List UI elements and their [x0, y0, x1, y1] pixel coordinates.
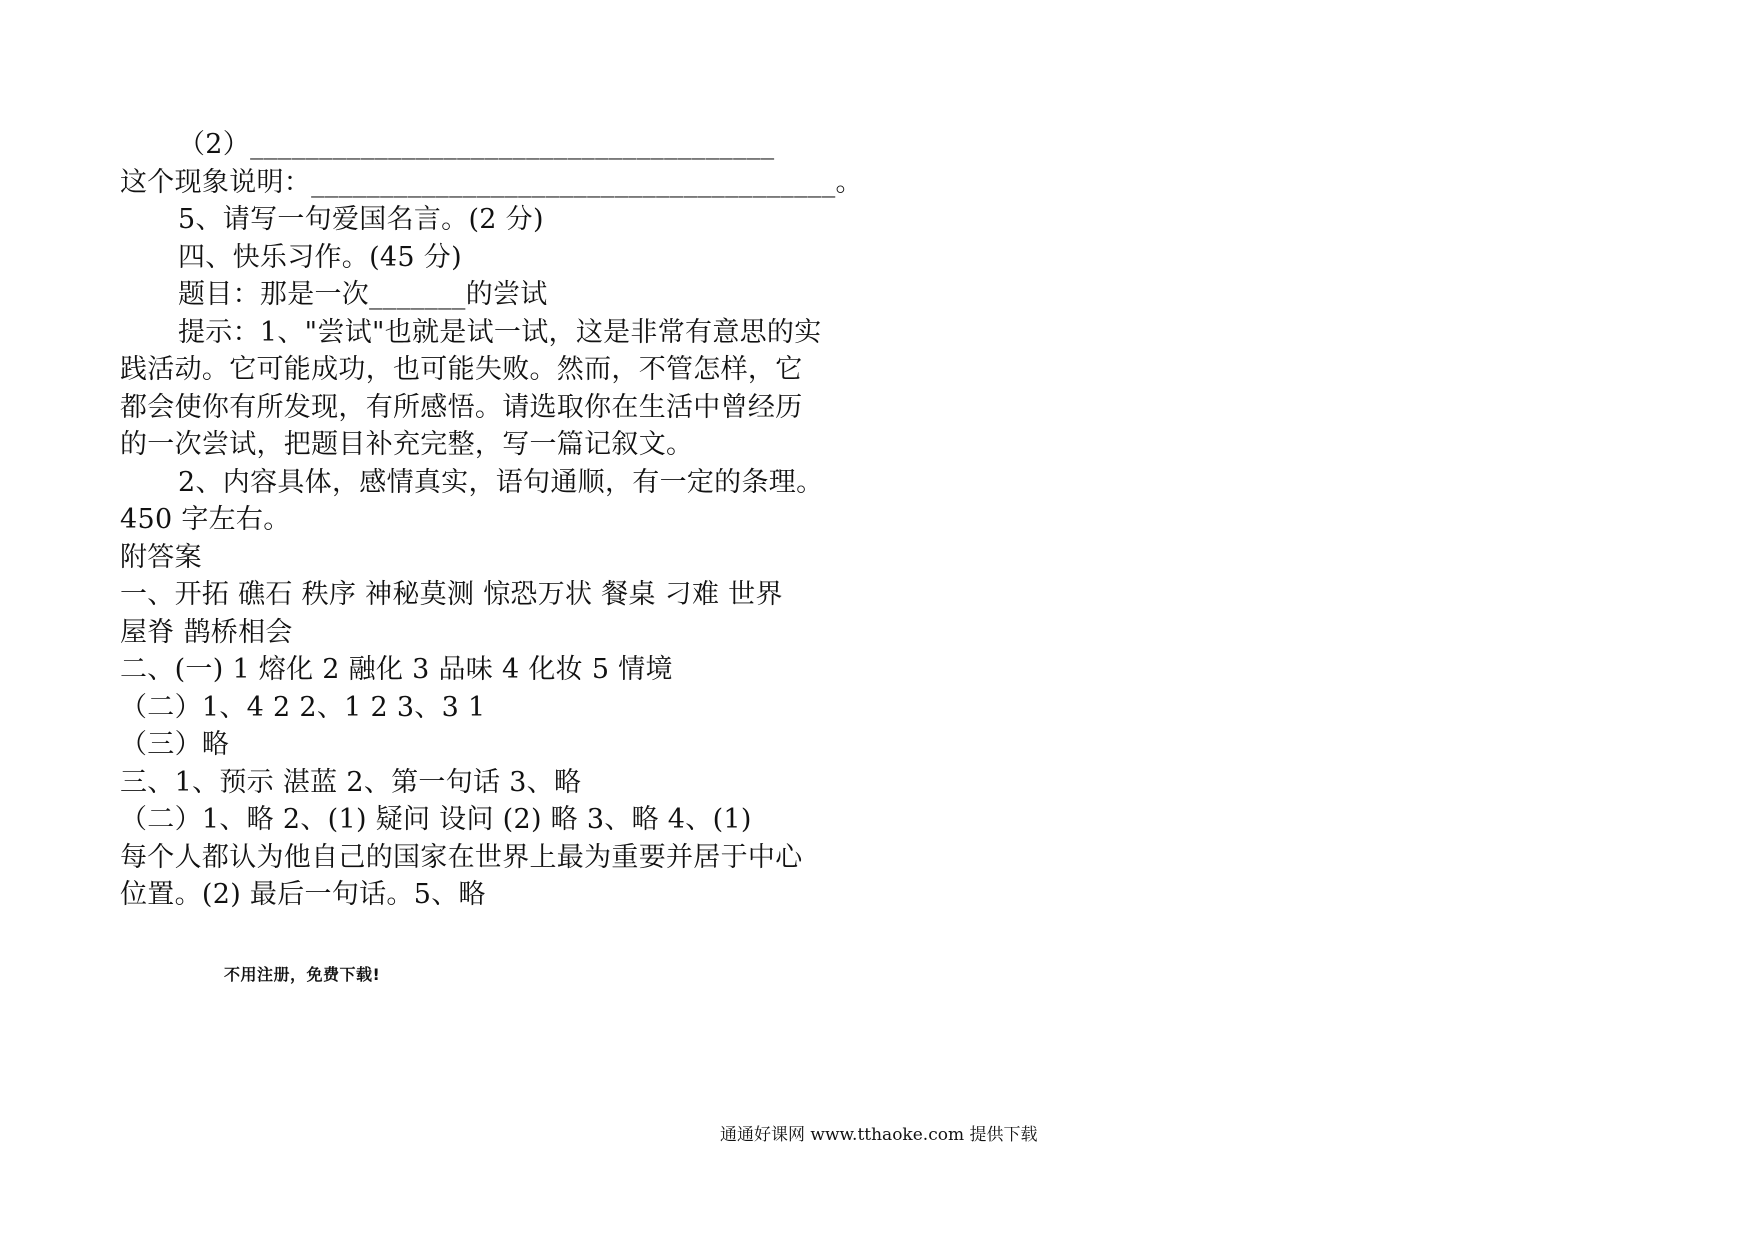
- tips-line-1: 提示：1、"尝试"也就是试一试，这是非常有意思的实: [178, 316, 822, 348]
- answer-2-part-3: （三）略: [120, 729, 230, 760]
- answer-2-part-2: （二）1、4 2 2、1 2 3、3 1: [120, 691, 486, 723]
- answer-1-line-1: 一、开拓 礁石 秩序 神秘莫测 惊恐万状 餐桌 刁难 世界: [120, 579, 783, 610]
- answer-3-line-4: 位置。(2) 最后一句话。5、略: [120, 879, 486, 910]
- q5-line: 5、请写一句爱国名言。(2 分): [178, 204, 544, 235]
- answer-3-line-2: （二）1、略 2、(1) 疑问 设问 (2) 略 3、略 4、(1): [120, 804, 752, 835]
- page-footer: 通通好课网 www.tthaoke.com 提供下载: [720, 1125, 1038, 1145]
- promo-note: 不用注册，免费下载!: [224, 965, 381, 984]
- essay-title: 题目：那是一次_______的尝试: [178, 279, 548, 310]
- part4-heading: 四、快乐习作。(45 分): [178, 241, 462, 273]
- tips-line-4: 的一次尝试，把题目补充完整，写一篇记叙文。: [120, 429, 694, 460]
- tips-line-3: 都会使你有所发现，有所感悟。请选取你在生活中曾经历: [120, 391, 803, 423]
- answers-heading: 附答案: [120, 541, 202, 573]
- tips-line-2: 践活动。它可能成功，也可能失败。然而，不管怎样，它: [120, 354, 803, 385]
- tips2-line-1: 2、内容具体，感情真实，语句通顺，有一定的条理。: [178, 466, 824, 498]
- tips2-line-2: 450 字左右。: [120, 504, 291, 535]
- answer-2-part-1: 二、(一) 1 熔化 2 融化 3 品味 4 化妆 5 情境: [120, 654, 673, 685]
- q4-item2-line: （2）______________________________________: [178, 129, 775, 160]
- text-column: [120, 126, 865, 914]
- answer-1-line-2: 屋脊 鹊桥相会: [120, 616, 293, 648]
- q4-explain-line: 这个现象说明：______________________________________。: [120, 166, 863, 198]
- answer-3-line-3: 每个人都认为他自己的国家在世界上最为重要并居于中心: [120, 841, 803, 873]
- answer-3-line-1: 三、1、预示 湛蓝 2、第一句话 3、略: [120, 766, 582, 798]
